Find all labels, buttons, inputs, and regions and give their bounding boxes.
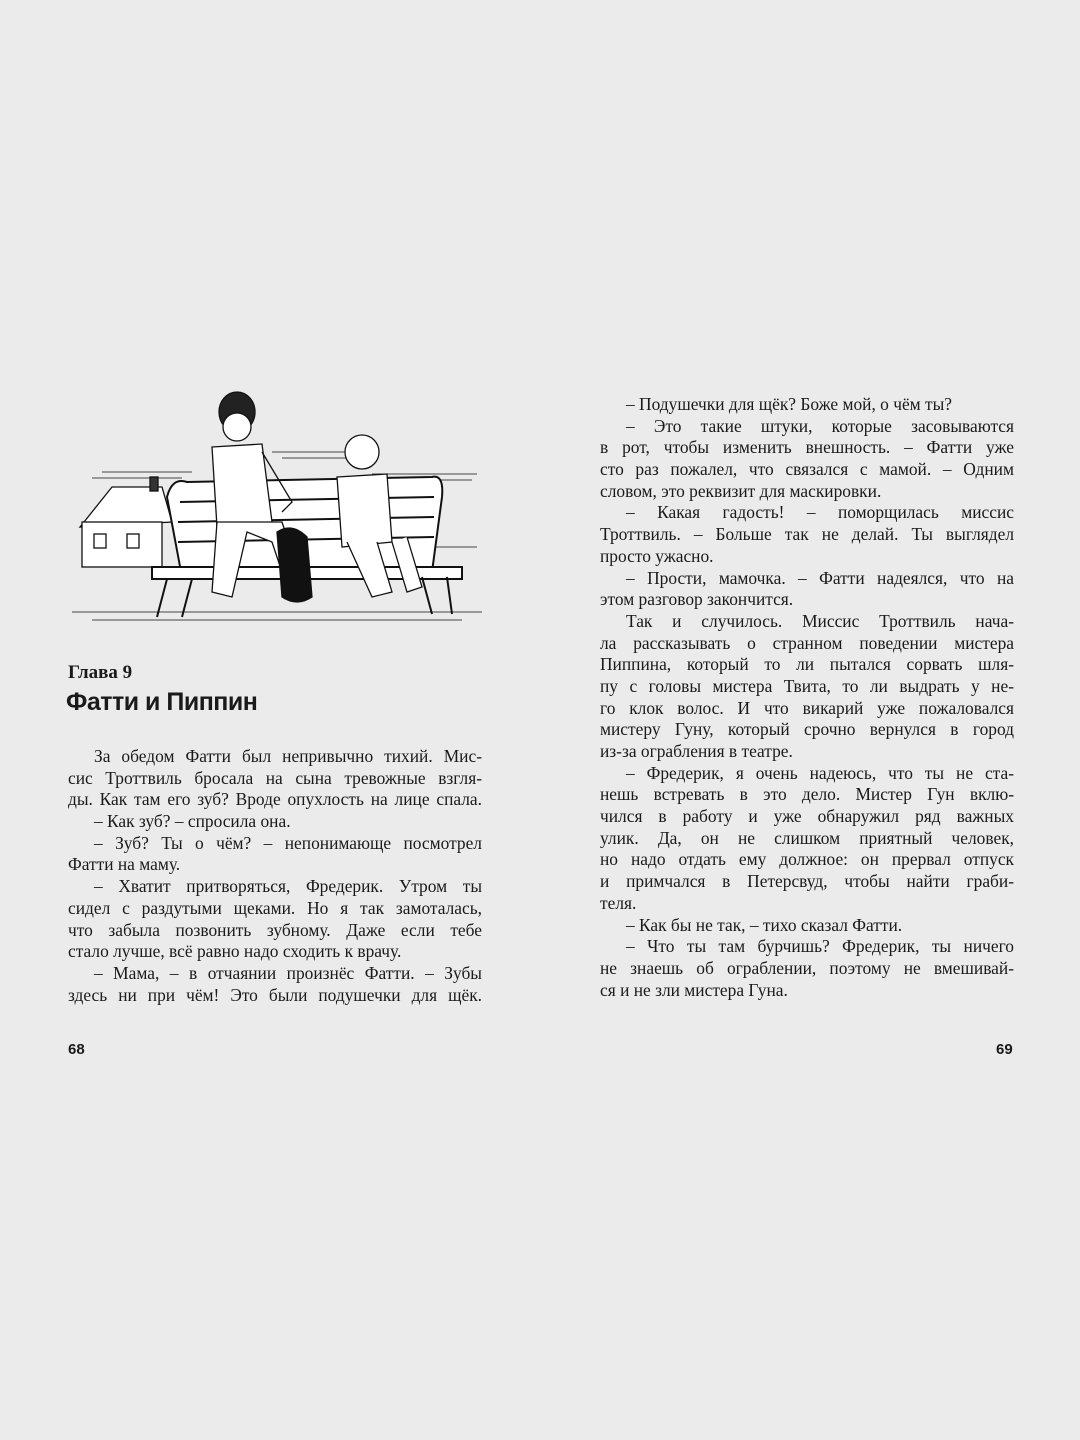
text-line: – Мама, – в отчаянии произнёс Фатти. – Зубы [94, 962, 482, 983]
text-line: просто ужасно. [600, 545, 714, 566]
text-line: ся и не зли мистера Гуна. [600, 979, 788, 1000]
dog-figure [277, 528, 312, 602]
left-page-text [68, 746, 482, 1006]
text-line: ды. Как там его зуб? Вроде опухлость на лице спала. [68, 789, 482, 810]
text-line: За обедом Фатти был непривычно тихий. Мис- [94, 746, 482, 766]
text-line: улик. Да, он не слишком приятный человек, [600, 827, 1014, 848]
text-line: – Фредерик, я очень надеюсь, что ты не ста- [626, 762, 1014, 783]
text-line: из-за ограбления в театре. [600, 741, 793, 761]
text-line: и примчался в Петерсвуд, чтобы найти граби- [600, 871, 1014, 892]
text-line: сидел с раздутыми щеками. Но я так замоталась, [68, 897, 482, 918]
text-line: Пиппина, который то ли пытался сорвать шля- [600, 654, 1014, 675]
text-line: словом, это реквизит для маскировки. [600, 480, 882, 501]
text-line: Троттвиль. – Больше так не делай. Ты выглядел [600, 524, 1014, 545]
text-line: чился в работу и уже обнаружил ряд важных [600, 806, 1014, 827]
text-line: в рот, чтобы изменить внешность. – Фатти уже [600, 437, 1014, 458]
park-bench-illustration [72, 382, 482, 632]
text-line: – Это такие штуки, которые засовываются [626, 415, 1014, 436]
text-line: – Как бы не так, – тихо сказал Фатти. [626, 914, 903, 935]
text-line: этом разговор закончится. [600, 589, 794, 610]
text-line: пу с головы мистера Твита, то ли выдрать у не- [600, 675, 1014, 696]
chapter-title: Фатти и Пиппин [66, 688, 258, 716]
text-line: не знаешь об ограблении, поэтому не вмешивай- [600, 957, 1014, 978]
house-drawing [80, 477, 172, 567]
text-line: сто раз пожалел, что связался с мамой. – Одним [600, 459, 1014, 480]
text-line: Фатти на маму. [68, 854, 181, 875]
text-line: сис Троттвиль бросала на сына тревожные взгля- [68, 767, 482, 788]
text-line: но надо отдать ему должное: он прервал отпуск [600, 849, 1014, 870]
text-line: – Что ты там бурчишь? Фредерик, ты ничего [626, 936, 1014, 957]
page-number-right: 69 [996, 1041, 1013, 1058]
right-page [540, 0, 1080, 1440]
text-line: – Зуб? Ты о чём? – непонимающе посмотрел [94, 832, 482, 853]
text-line: – Как зуб? – спросила она. [94, 811, 291, 832]
chapter-label: Глава 9 [68, 662, 133, 683]
right-page-text [600, 394, 1014, 1001]
text-line: – Прости, мамочка. – Фатти надеялся, что на [626, 567, 1014, 588]
text-line: мистеру Гуну, который срочно вернулся в город [600, 719, 1014, 740]
text-line: ла рассказывать о странном поведении мистера [600, 632, 1014, 653]
text-line: Так и случилось. Миссис Троттвиль нача- [626, 610, 1014, 631]
text-line: что забыла позвонить зубному. Даже если тебе [68, 919, 482, 940]
text-line: стало лучше, всё равно надо сходить к врачу. [68, 941, 402, 962]
text-line: – Хватит притворяться, Фредерик. Утром ты [94, 876, 482, 897]
text-line: нешь встревать в это дело. Мистер Гун вклю- [600, 784, 1014, 805]
page-number-left: 68 [68, 1041, 85, 1058]
text-line: – Какая гадость! – поморщилась миссис [626, 502, 1014, 523]
text-line: го клок волос. И что викарий уже пожаловался [600, 697, 1014, 718]
text-line: здесь ни при чём! Это были подушечки для щёк. [68, 984, 482, 1005]
text-line: теля. [600, 892, 637, 913]
text-line: – Подушечки для щёк? Боже мой, о чём ты? [626, 394, 953, 414]
